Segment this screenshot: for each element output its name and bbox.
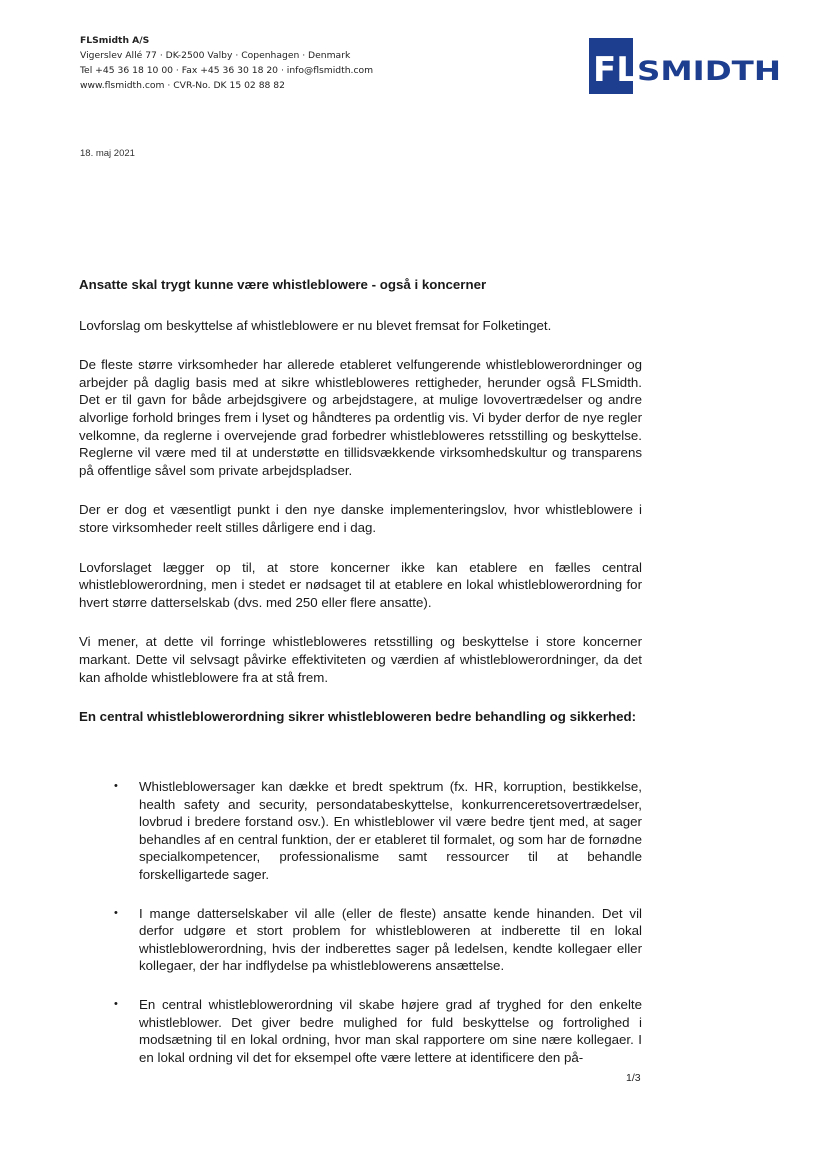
sender-block [80, 33, 373, 93]
logo-fl-text: FL [593, 50, 638, 90]
letter-title: Ansatte skal trygt kunne være whistleblowere - også i koncerner [79, 277, 487, 292]
bullet-marker: • [114, 998, 118, 1011]
flsmidth-logo [589, 38, 783, 94]
list-item-text: I mange datterselskaber vil alle (eller de fleste) ansatte kende hinanden. Det vil derfor udgøre et stort problem for whistlebloweren at indberette til en lokal whistleblowerordning, hvis der indberettes sager på ledelsen, kendte kollegaer eller kollegaer, der har indflydelse pa whistleblowerens ansættelse. [139, 905, 642, 974]
paragraph: Lovforslaget lægger op til, at store koncerner ikke kan etablere en fælles central whistleblowerordning, men i stedet er nødsaget til at etablere en lokal whistleblowerordning for hvert større datterselskab (dvs. med 250 eller flere ansatte). [79, 559, 642, 610]
sender-web: www.flsmidth.com · CVR-No. DK 15 02 88 82 [80, 80, 285, 91]
paragraph: Vi mener, at dette vil forringe whistlebloweres retsstilling og beskyttelse i store koncerner markant. Dette vil selvsagt påvirke effektiviteten og værdien af whistleblowerordninger, da det kan afholde whistleblowere fra at stå frem. [79, 634, 642, 685]
bullet-list [79, 778, 642, 1066]
list-item-text: En central whistleblowerordning vil skabe højere grad af tryghed for den enkelte whistleblower. Det giver bedre mulighed for fuld beskyttelse og fortrolighed i modsætning til en lokal ordning, hvor man skal rapportere om sine nære kollegaer. I en lokal ordning vil det for eksempel ofte være lettere at identificere den på- [139, 997, 642, 1065]
logo-smidth-text: SMIDTH [637, 56, 781, 87]
bullet-marker: • [114, 780, 118, 793]
letter-date: 18. maj 2021 [80, 148, 135, 159]
list-item [114, 905, 642, 975]
list-item-text: Whistleblowersager kan dække et bredt spektrum (fx. HR, korruption, bestikkelse, health safety and security, persondatabeskyttelse, konkurrenceretsovertrædelser, lovbrud i bredere forstand osv.). En whistleblower vil være bedre tjent med, at sager behandles af en central funktion, der er etableret til formalet, og som har de fornødne specialkompetencer, professionalisme samt ressourcer til at behandle forskelligartede sager. [139, 779, 642, 883]
list-item [114, 778, 642, 884]
paragraph: De fleste større virksomheder har allerede etableret velfungerende whistleblowerordninger og arbejder på daglig basis med at sikre whistlebloweres rettigheder, herunder også FLSmidth. Det er til gavn for både arbejdsgivere og arbejdstagere, at mulige lovovertrædelser og andre alvorlige forhold bringes frem i lyset og håndteres pa ordentlig vis. Vi byder derfor de nye regler velkomne, da reglerne i overvejende grad forbedrer whistlebloweres retsstilling og beskyttelse. Reglerne vil være med til at understøtte en tillidsvækkende virksomhedskultur og transparens på offentlige såvel som private arbejdspladser. [79, 357, 642, 478]
sender-contact: Tel +45 36 18 10 00 · Fax +45 36 30 18 20 · info@flsmidth.com [80, 65, 374, 76]
paragraph: Lovforslag om beskyttelse af whistleblowere er nu blevet fremsat for Folketinget. [79, 317, 552, 333]
page-number: 1/3 [626, 1072, 641, 1084]
paragraph: Der er dog et væsentligt punkt i den nye danske implementeringslov, hvor whistleblowere i store virksomheder reelt stilles dårligere end i dag. [79, 502, 642, 535]
sender-company: FLSmidth A/S [80, 35, 150, 46]
letter-body [79, 276, 642, 1087]
sender-address: Vigerslev Allé 77 · DK-2500 Valby · Copenhagen · Denmark [80, 50, 351, 61]
list-item [114, 996, 642, 1066]
bullet-marker: • [114, 906, 118, 919]
section-subheading: En central whistleblowerordning sikrer whistlebloweren bedre behandling og sikkerhed: [79, 709, 637, 725]
